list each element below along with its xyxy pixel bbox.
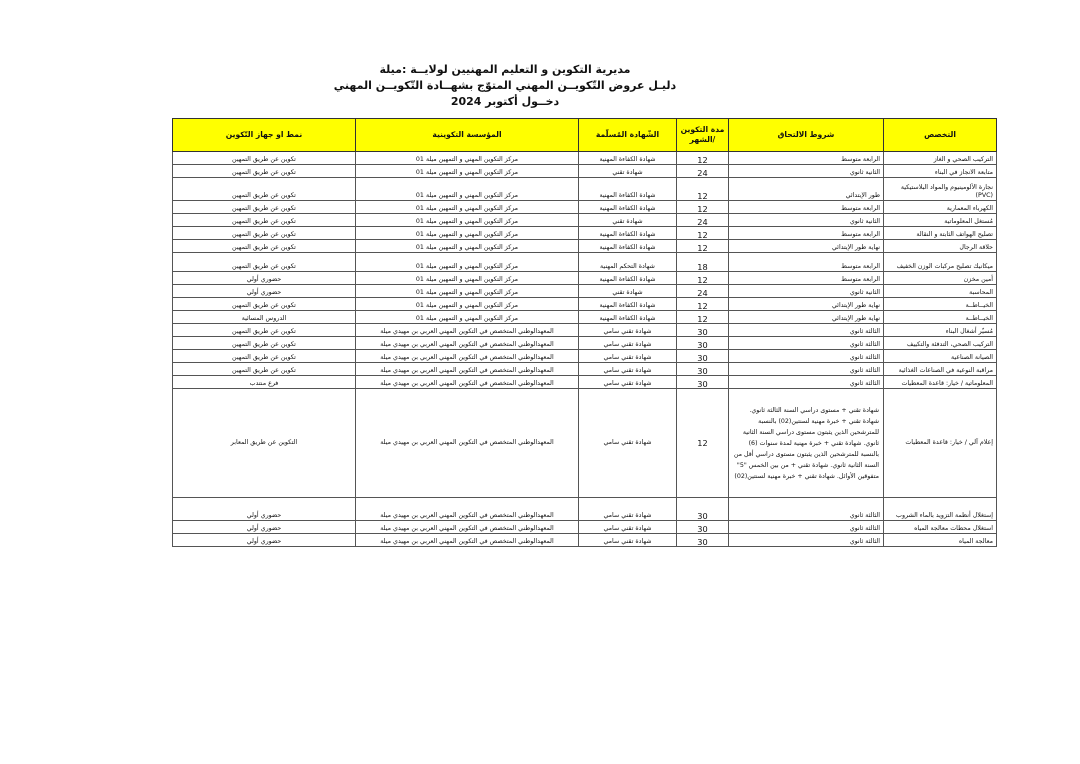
table-row [173,227,997,240]
conditions-cell: الثالثة ثانوي [729,350,884,363]
table-row [173,178,997,201]
table-row [173,165,997,178]
specialty-cell: مراقبة النوعية في الصناعات الغذائية [884,363,997,376]
certificate-cell: شهادة الكفاءة المهنية [579,227,677,240]
conditions-cell: الثالثة ثانوي [729,376,884,389]
specialty-cell: التركيب الصحي و الغاز [884,152,997,165]
specialty-cell: الخيــاطــة [884,311,997,324]
duration-cell: 24 [677,165,729,178]
table-row [173,389,997,498]
column-header-conditions: شروط الالتحاق [729,119,884,152]
table-row [173,363,997,376]
specialty-cell: المحاسبة [884,285,997,298]
conditions-cell: الثانية ثانوي [729,285,884,298]
conditions-cell: الثالثة ثانوي [729,521,884,534]
conditions-cell: الثالثة ثانوي [729,324,884,337]
certificate-cell: شهادة تقني [579,165,677,178]
institution-cell: مركز التكوين المهني و التمهين ميلة 01 [356,240,579,253]
certificate-cell: شهادة تقني سامي [579,521,677,534]
mode-cell: تكوين عن طريق التمهين [173,240,356,253]
duration-cell: 12 [677,152,729,165]
specialty-cell: المعلوماتية / خيار: قاعدة المعطيات [884,376,997,389]
conditions-cell: نهاية طور الإبتدائي [729,240,884,253]
institution-cell: المعهدالوطني المتخصص في التكوين المهني العربي بن مهيدي ميلة [356,324,579,337]
table-row [173,240,997,253]
mode-cell: حضوري أولي [173,534,356,547]
mode-cell: تكوين عن طريق التمهين [173,363,356,376]
mode-cell: الدروس المسائية [173,311,356,324]
mode-cell: حضوري أولي [173,498,356,521]
conditions-cell: الرابعة متوسط [729,253,884,272]
duration-cell: 30 [677,498,729,521]
duration-cell: 24 [677,285,729,298]
conditions-cell: نهاية طور الإبتدائي [729,311,884,324]
intake-date: دخــول أكتوبر 2024 [450,95,560,108]
certificate-cell: شهادة الكفاءة المهنية [579,272,677,285]
institution-cell: مركز التكوين المهني و التمهين ميلة 01 [356,152,579,165]
specialty-cell: مُسيّر أشغال البناء [884,324,997,337]
table-row [173,152,997,165]
table-row [173,337,997,350]
duration-cell: 24 [677,214,729,227]
duration-cell: 12 [677,298,729,311]
duration-cell: 12 [677,178,729,201]
mode-cell: تكوين عن طريق التمهين [173,227,356,240]
duration-cell: 12 [677,201,729,214]
table-row [173,521,997,534]
conditions-cell: الرابعة متوسط [729,201,884,214]
table-row [173,272,997,285]
document-header [0,62,1080,110]
specialty-cell: الكهرباء المعمارية [884,201,997,214]
mode-cell: تكوين عن طريق التمهين [173,350,356,363]
table-row [173,534,997,547]
mode-cell: تكوين عن طريق التمهين [173,324,356,337]
conditions-cell: نهاية طور الإبتدائي [729,298,884,311]
certificate-cell: شهادة تقني سامي [579,350,677,363]
table-row [173,376,997,389]
guide-title: دليـل عروض التّكويــن المهني المتوّج بشهــادة التّكويــن المهني [333,79,677,92]
specialty-cell: نجارة الألومينيوم والمواد البلاستيكية (PVC) [884,178,997,201]
certificate-cell: شهادة تقني سامي [579,389,677,498]
specialty-cell: إعلام آلي / خيار: قاعدة المعطيات [884,389,997,498]
institution-cell: مركز التكوين المهني و التمهين ميلة 01 [356,214,579,227]
duration-cell: 12 [677,311,729,324]
certificate-cell: شهادة الكفاءة المهنية [579,311,677,324]
mode-cell: حضوري أولي [173,521,356,534]
mode-cell: تكوين عن طريق التمهين [173,201,356,214]
institution-cell: المعهدالوطني المتخصص في التكوين المهني العربي بن مهيدي ميلة [356,363,579,376]
specialty-cell: الخيــاطــة [884,298,997,311]
mode-cell: تكوين عن طريق التمهين [173,152,356,165]
conditions-cell: الثانية ثانوي [729,214,884,227]
specialty-cell: حلاقة الرجال [884,240,997,253]
conditions-cell: الرابعة متوسط [729,152,884,165]
training-offers-table [172,118,997,547]
certificate-cell: شهادة تقني [579,214,677,227]
duration-cell: 30 [677,324,729,337]
certificate-cell: شهادة تقني سامي [579,324,677,337]
column-header-mode: نمط او جهاز التّكوين [173,119,356,152]
column-header-duration: مدة التكوين /الشهر [677,119,729,152]
certificate-cell: شهادة تقني سامي [579,376,677,389]
conditions-cell: طور الإبتدائي [729,178,884,201]
table-row [173,201,997,214]
conditions-cell: الرابعة متوسط [729,227,884,240]
conditions-cell: الثالثة ثانوي [729,534,884,547]
duration-cell: 30 [677,363,729,376]
column-header-specialty: التخصص [884,119,997,152]
institution-cell: مركز التكوين المهني و التمهين ميلة 01 [356,201,579,214]
table-row [173,298,997,311]
certificate-cell: شهادة الكفاءة المهنية [579,298,677,311]
duration-cell: 18 [677,253,729,272]
certificate-cell: شهادة الكفاءة المهنية [579,178,677,201]
conditions-cell: الثالثة ثانوي [729,337,884,350]
certificate-cell: شهادة تقني سامي [579,363,677,376]
specialty-cell: مُستغل المعلوماتية [884,214,997,227]
mode-cell: تكوين عن طريق التمهين [173,178,356,201]
specialty-cell: أمين مخزن [884,272,997,285]
table-row [173,285,997,298]
directorate-title: مديرية التكوين و التعليم المهنيين لولايــة :ميلة [379,63,631,76]
table-row [173,214,997,227]
specialty-cell: التركيب الصحي، التدفئة والتكييف [884,337,997,350]
mode-cell: فرع منتدب [173,376,356,389]
mode-cell: التكوين عن طريق المعابر [173,389,356,498]
table-row [173,324,997,337]
mode-cell: تكوين عن طريق التمهين [173,165,356,178]
specialty-cell: تصليح الهواتف الثابتة و النقالة [884,227,997,240]
specialty-cell: ميكانيك تصليح مركبات الوزن الخفيف [884,253,997,272]
institution-cell: المعهدالوطني المتخصص في التكوين المهني العربي بن مهيدي ميلة [356,498,579,521]
specialty-cell: الصيانة الصناعية [884,350,997,363]
mode-cell: تكوين عن طريق التمهين [173,298,356,311]
duration-cell: 12 [677,227,729,240]
mode-cell: حضوري أولي [173,285,356,298]
institution-cell: المعهدالوطني المتخصص في التكوين المهني العربي بن مهيدي ميلة [356,376,579,389]
duration-cell: 30 [677,350,729,363]
duration-cell: 30 [677,521,729,534]
institution-cell: المعهدالوطني المتخصص في التكوين المهني العربي بن مهيدي ميلة [356,389,579,498]
institution-cell: مركز التكوين المهني و التمهين ميلة 01 [356,227,579,240]
conditions-cell: الرابعة متوسط [729,272,884,285]
mode-cell: تكوين عن طريق التمهين [173,214,356,227]
conditions-cell: الثالثة ثانوي [729,363,884,376]
conditions-cell: شهادة تقني + مستوى دراسي السنة الثالثة ثانوي. شهادة تقني + خبرة مهنية لسنتين(02) بالنسبة للمترشحين الذين يثبتون مستوى دراسي السنة الثانية ثانوي. شهادة تقني + خبرة مهنية لمدة سنوات (6) بالنسبة للمترشحين الذين يثبتون مستوى دراسي أقل من السنة الثانية ثانوي. شهادة تقني + من بين الخمس "5" متفوقين الأوائل. شهادة تقني + خبرة مهنية لسنتين(02) [729,389,884,498]
institution-cell: مركز التكوين المهني و التمهين ميلة 01 [356,311,579,324]
table-row [173,498,997,521]
conditions-cell: الثالثة ثانوي [729,498,884,521]
institution-cell: مركز التكوين المهني و التمهين ميلة 01 [356,253,579,272]
conditions-cell: الثانية ثانوي [729,165,884,178]
duration-cell: 12 [677,389,729,498]
institution-cell: مركز التكوين المهني و التمهين ميلة 01 [356,178,579,201]
mode-cell: تكوين عن طريق التمهين [173,253,356,272]
certificate-cell: شهادة التحكم المهنية [579,253,677,272]
certificate-cell: شهادة تقني سامي [579,498,677,521]
mode-cell: حضوري أولي [173,272,356,285]
institution-cell: المعهدالوطني المتخصص في التكوين المهني العربي بن مهيدي ميلة [356,350,579,363]
certificate-cell: شهادة الكفاءة المهنية [579,240,677,253]
duration-cell: 12 [677,240,729,253]
mode-cell: تكوين عن طريق التمهين [173,337,356,350]
table-row [173,253,997,272]
column-header-certificate: الشّهادة المُسلّمة [579,119,677,152]
duration-cell: 12 [677,272,729,285]
duration-cell: 30 [677,534,729,547]
specialty-cell: إستغلال أنظمة التزويد بالماء الشروب [884,498,997,521]
institution-cell: مركز التكوين المهني و التمهين ميلة 01 [356,298,579,311]
institution-cell: مركز التكوين المهني و التمهين ميلة 01 [356,285,579,298]
institution-cell: مركز التكوين المهني و التمهين ميلة 01 [356,272,579,285]
institution-cell: المعهدالوطني المتخصص في التكوين المهني العربي بن مهيدي ميلة [356,534,579,547]
table-header-row [173,119,997,152]
column-header-institution: المؤسسة التكوينية [356,119,579,152]
certificate-cell: شهادة تقني [579,285,677,298]
institution-cell: المعهدالوطني المتخصص في التكوين المهني العربي بن مهيدي ميلة [356,337,579,350]
table-row [173,311,997,324]
duration-cell: 30 [677,337,729,350]
certificate-cell: شهادة الكفاءة المهنية [579,152,677,165]
certificate-cell: شهادة تقني سامي [579,337,677,350]
table-row [173,350,997,363]
specialty-cell: معالجة المياه [884,534,997,547]
institution-cell: المعهدالوطني المتخصص في التكوين المهني العربي بن مهيدي ميلة [356,521,579,534]
certificate-cell: شهادة الكفاءة المهنية [579,201,677,214]
institution-cell: مركز التكوين المهني و التمهين ميلة 01 [356,165,579,178]
specialty-cell: متابعة الانجاز في البناء [884,165,997,178]
specialty-cell: استغلال محطات معالجة المياه [884,521,997,534]
duration-cell: 30 [677,376,729,389]
certificate-cell: شهادة تقني سامي [579,534,677,547]
